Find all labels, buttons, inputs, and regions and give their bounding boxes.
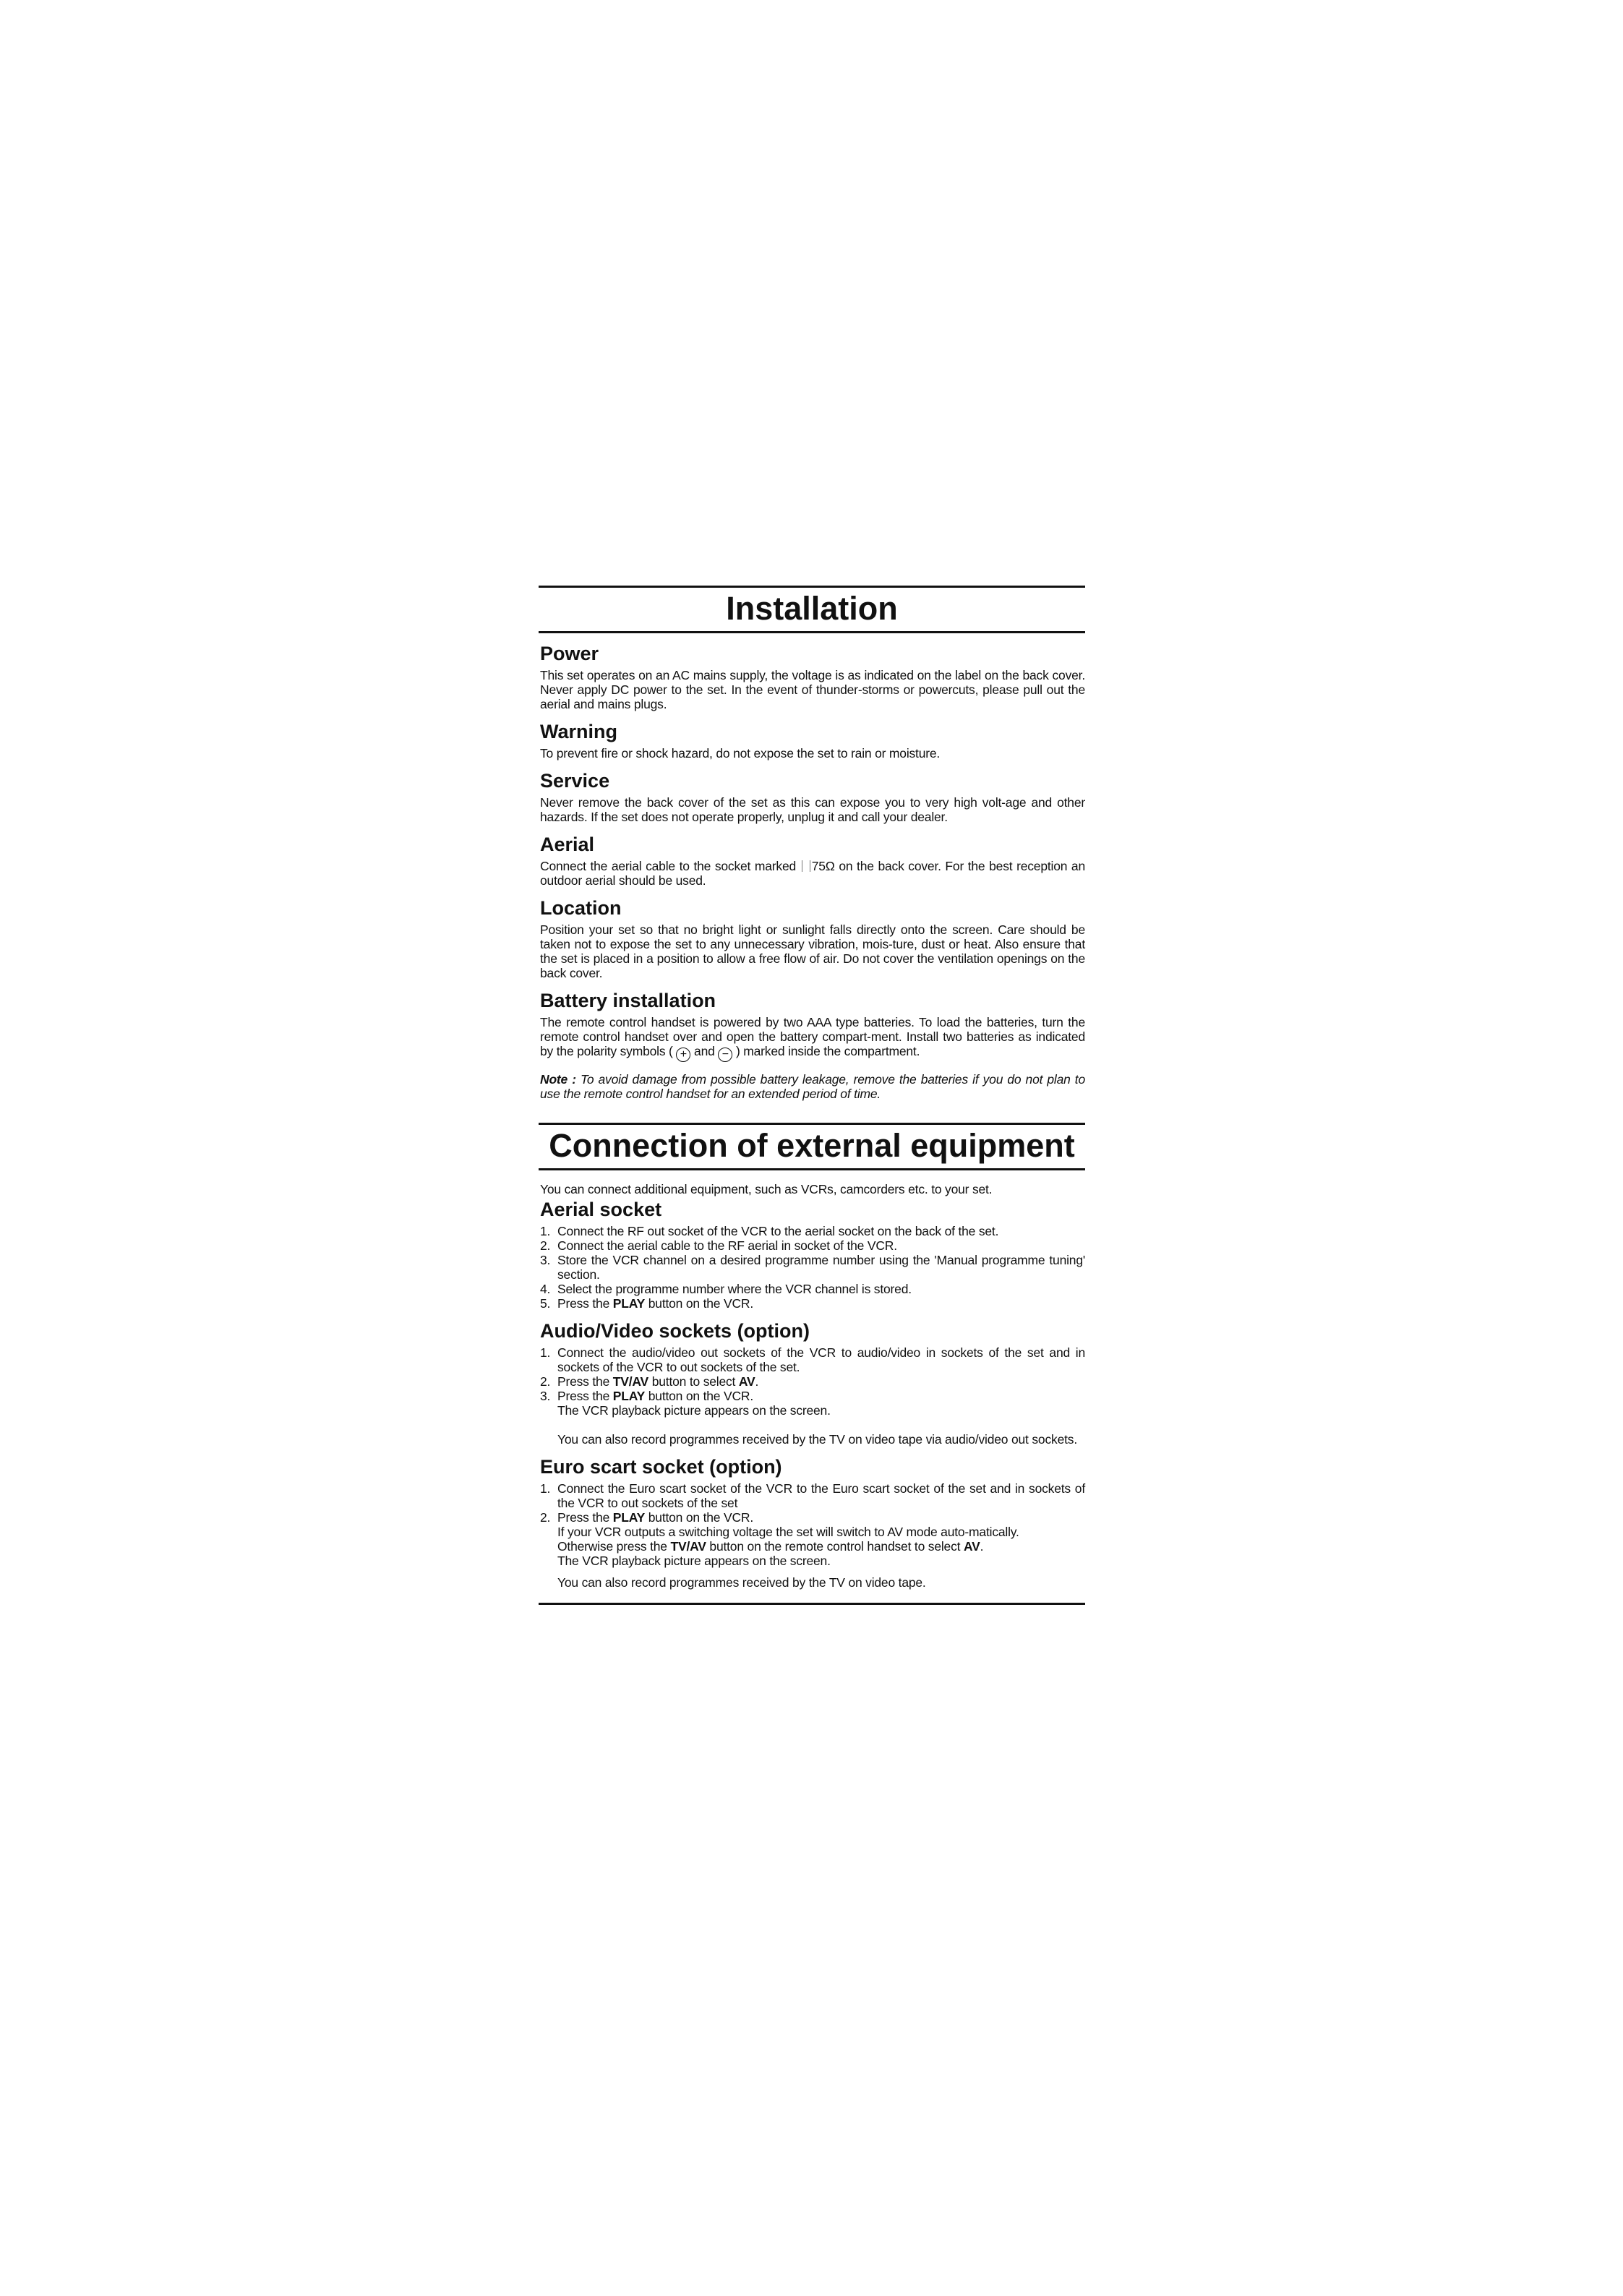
euro-scart-heading: Euro scart socket (option) [540,1456,782,1478]
list-item: 5. Press the PLAY button on the VCR. [540,1296,753,1311]
aerial-text [540,859,1085,888]
location-section [539,896,1085,980]
euro-scart-steps [540,1481,1085,1525]
power-text: This set operates on an AC mains supply, the voltage is as indicated on the label on the back cover. Never apply DC power to the set. In the event of thunder-storms or powercuts, please pull out the aerial and mains plugs. [540,668,1085,711]
list-item: 2. Press the PLAY button on the VCR. [540,1510,753,1525]
aerial-socket-heading: Aerial socket [540,1199,662,1220]
aerial-section [539,833,1085,888]
location-heading: Location [540,897,622,919]
service-text: Never remove the back cover of the set as this can expose you to very high volt-age and other hazards. If the set does not operate properly, unplug it and call your dealer. [540,795,1085,824]
list-item: 3. Store the VCR channel on a desired programme number using the 'Manual programme tuning' section. [540,1253,1085,1282]
aerial-heading: Aerial [540,834,595,855]
av-sockets-heading: Audio/Video sockets (option) [540,1320,810,1342]
connection-intro: You can connect additional equipment, such as VCRs, camcorders etc. to your set. [540,1182,993,1196]
power-section [539,642,1085,711]
warning-section [539,720,1085,761]
av-step3-sub: The VCR playback picture appears on the screen. [557,1403,831,1418]
battery-text-after: ) marked inside the compartment. [735,1044,920,1058]
battery-text [540,1015,1085,1062]
battery-text-before: The remote control handset is powered by two AAA type batteries. To load the batteries, turn the remote control handset over and open the battery compart-ment. Install two batteries as indicated by the polarity symbols ( [540,1015,1085,1058]
list-item: 4. Select the programme number where the VCR channel is stored. [540,1282,912,1296]
euro-sub1: If your VCR outputs a switching voltage the set will switch to AV mode auto-matically. [557,1525,1019,1539]
title-rule [539,631,1085,633]
battery-note [540,1072,1085,1101]
service-section [539,769,1085,824]
list-item: 2. Connect the aerial cable to the RF aerial in socket of the VCR. [540,1238,897,1253]
av-sockets-section [539,1319,1085,1447]
battery-and: and [694,1044,715,1058]
av-extra: You can also record programmes received by the TV on video tape via audio/video out sockets. [557,1432,1077,1447]
aerial-socket-icon [802,860,810,872]
warning-text: To prevent fire or shock hazard, do not expose the set to rain or moisture. [540,746,941,761]
aerial-socket-section [539,1198,1085,1311]
list-item: 1. Connect the audio/video out sockets of the VCR to audio/video in sockets of the set and in sockets of the VCR to out sockets of the set. [540,1345,1085,1374]
installation-title: Installation [726,590,898,627]
bottom-rule [539,1603,1085,1605]
plus-polarity-icon: + [676,1048,690,1062]
euro-scart-section [539,1455,1085,1590]
battery-heading: Battery installation [540,990,716,1011]
power-heading: Power [540,643,599,664]
connection-title-rule [539,1168,1085,1170]
aerial-text-before: Connect the aerial cable to the socket marked [540,859,797,873]
battery-section [539,989,1085,1101]
av-sockets-steps [540,1345,1085,1403]
minus-polarity-icon: − [718,1048,732,1062]
aerial-text-after: 75Ω on the back cover. For the best reception an outdoor aerial should be used. [540,859,1085,888]
euro-sub3: The VCR playback picture appears on the screen. [557,1554,831,1568]
location-text: Position your set so that no bright light or sunlight falls directly onto the screen. Care should be taken not to expose the set to any unnecessary vibration, mois-ture, dust or heat. Also ensure that the set is placed in a position to allow a free flow of air. Do not cover the ventilation openings on the back cover. [540,922,1085,980]
warning-heading: Warning [540,721,617,742]
aerial-socket-steps [540,1224,1085,1311]
euro-extra: You can also record programmes received by the TV on video tape. [557,1575,926,1590]
euro-sub2: Otherwise press the TV/AV button on the remote control handset to select AV. [557,1539,984,1554]
list-item: 1. Connect the RF out socket of the VCR to the aerial socket on the back of the set. [540,1224,999,1238]
note-text: To avoid damage from possible battery leakage, remove the batteries if you do not plan to use the remote control handset for an extended period of time. [540,1072,1085,1101]
list-item: 3. Press the PLAY button on the VCR. [540,1389,753,1403]
manual-page [539,586,1085,1605]
service-heading: Service [540,770,610,792]
connection-title: Connection of external equipment [549,1127,1075,1164]
list-item: 1. Connect the Euro scart socket of the VCR to the Euro scart socket of the set and in sockets of the VCR to out sockets of the set [540,1481,1085,1510]
note-label: Note : [540,1072,576,1087]
list-item: 2. Press the TV/AV button to select AV. [540,1374,759,1389]
